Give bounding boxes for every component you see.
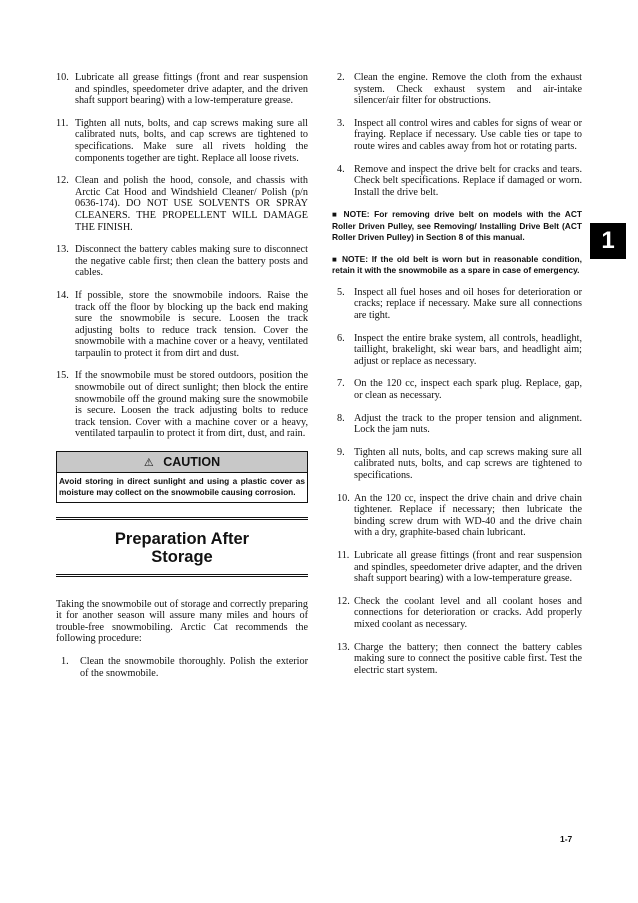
right-item-list-b <box>332 287 582 676</box>
list-item-number: 11. <box>56 117 69 129</box>
list-item <box>56 370 308 440</box>
note <box>332 209 582 244</box>
note-square-icon: ■ <box>332 254 339 264</box>
list-item <box>337 550 582 585</box>
list-item-number: 3. <box>337 117 345 129</box>
list-item-text: Disconnect the battery cables making sure to disconnect the negative cable first; then clean the battery posts and cables. <box>75 244 308 279</box>
list-item-text: Inspect all fuel hoses and oil hoses for deterioration or cracks; replace if necessary. Make sure all connections are tight. <box>354 286 582 322</box>
caution-body: Avoid storing in direct sunlight and using a plastic cover as moisture may collect on the snowmobile causing corrosion. <box>59 476 305 498</box>
caution-box <box>56 451 308 503</box>
caution-title: CAUTION <box>163 455 221 470</box>
list-item-number: 6. <box>337 332 345 344</box>
list-item <box>337 413 582 436</box>
list-item <box>56 290 308 360</box>
list-item-number: 10. <box>337 492 350 504</box>
list-item-number: 14. <box>56 289 69 301</box>
list-item-number: 8. <box>337 412 345 424</box>
list-item <box>337 118 582 153</box>
section-title-line1: Preparation After <box>114 529 250 548</box>
list-item-number: 13. <box>56 244 69 256</box>
list-item <box>337 333 582 368</box>
list-item-number: 5. <box>337 286 345 298</box>
list-item-text: If possible, store the snowmobile indoors. Raise the track off the floor by blocking up the back end making sure the snowmobile is secure. Loosen the track adjusting bolts to reduce track tension. Cover the snowmobile with a machine cover or a heavy, ventilated tarpaulin to protect it from dirt and dust. <box>75 289 308 359</box>
list-item-text: Charge the battery; then connect the battery cables making sure to connect the positive cable first. Test the electric start system. <box>354 641 582 676</box>
list-item <box>337 164 582 199</box>
right-column <box>332 72 582 687</box>
section-intro: Taking the snowmobile out of storage and correctly preparing it for another season will assure many miles and hours of trouble-free snowmobiling. Arctic Cat recommends the following procedure: <box>56 598 308 645</box>
list-item <box>337 287 582 322</box>
list-item-number: 9. <box>337 446 345 458</box>
list-item-number: 13. <box>337 641 350 653</box>
list-item <box>61 656 308 679</box>
left-item-list <box>56 72 308 440</box>
list-item-text: Check the coolant level and all coolant hoses and connections for deterioration or cracks. Add properly mixed coolant as necessary. <box>354 595 582 630</box>
list-item-number: 11. <box>337 549 350 561</box>
list-item-number: 12. <box>337 595 350 607</box>
list-item <box>337 447 582 482</box>
list-item <box>337 72 582 107</box>
section-title-line2: Storage <box>151 547 213 566</box>
section-rule-bottom <box>56 574 308 577</box>
list-item-number: 10. <box>56 72 69 83</box>
list-item-text: On the 120 cc, inspect each spark plug. Replace, gap, or clean as necessary. <box>354 378 582 401</box>
list-item <box>337 642 582 677</box>
list-item <box>337 493 582 539</box>
list-item-text: If the snowmobile must be stored outdoors, position the snowmobile out of direct sunlight; then block the entire snowmobile off the ground making sure the snowmobile is secure. Loosen the track adjusting bolts to reduce track tension. Cover with a machine cover or a heavy, ventilated tarpaulin to protect it from dirt, dust, and rain. <box>75 370 308 440</box>
section-title <box>56 530 308 566</box>
left-column <box>56 72 308 690</box>
list-item-text: Lubricate all grease fittings (front and rear suspension and spindles, speedometer drive adapter, and the driven shaft support bearing) with a low-temperature grease. <box>354 549 582 585</box>
list-item-text: Remove and inspect the drive belt for cracks and tears. Check belt specifications. Replace if damaged or worn. Install the drive belt. <box>354 163 582 198</box>
list-item-text: Clean and polish the hood, console, and chassis with Arctic Cat Hood and Windshield Cleaner/ Polish (p/n 0636-174). DO NOT USE SOLVENTS OR SPRAY CLEANERS. THE PROPELLENT WILL DAMAGE THE FINISH. <box>75 175 308 233</box>
list-item <box>56 244 308 279</box>
list-item-text: Tighten all nuts, bolts, and cap screws making sure all calibrated nuts, bolts, and cap screws are tightened to specifications. Make sure all rivets holding the components together are tight. Replace all loose rivets. <box>75 117 308 164</box>
page-number: 1-7 <box>560 834 573 844</box>
list-item-text: Tighten all nuts, bolts, and cap screws making sure all calibrated nuts, bolts, and cap screws are tightened to specifications. <box>354 446 582 481</box>
list-item-number: 15. <box>56 370 69 382</box>
right-item-list-a <box>332 72 582 198</box>
caution-header <box>57 452 307 473</box>
list-item-number: 12. <box>56 175 69 187</box>
list-item-text: An the 120 cc, inspect the drive chain and drive chain tightener. Replace if necessary; then lubricate the binding screw drum with WD-40 and the drive chain with a dry, graphite-based chain lubricant. <box>354 492 582 539</box>
note-square-icon: ■ <box>332 210 340 220</box>
list-item-text: Inspect all control wires and cables for signs of wear or fraying. Replace if necessary. Use cable ties or tape to route wires and cables away from hot or rotating parts. <box>354 117 582 152</box>
list-item-number: 1. <box>61 656 69 667</box>
note-list <box>332 209 582 277</box>
warning-triangle-icon: ⚠ <box>143 457 154 470</box>
list-item-text: Inspect the entire brake system, all controls, headlight, taillight, brakelight, ski wear bars, and headlight aim; adjust or replace as necessary. <box>354 332 582 367</box>
list-item-text: Adjust the track to the proper tension and alignment. Lock the jam nuts. <box>354 412 582 436</box>
list-item <box>56 118 308 164</box>
note-text: NOTE: For removing drive belt on models with the ACT Roller Driven Pulley, see Removing/ Installing Drive Belt (ACT Roller Driven Pulley) in Section 8 of this manual. <box>332 209 582 243</box>
note <box>332 254 582 277</box>
section-rule-top <box>56 517 308 520</box>
list-item-number: 2. <box>337 72 345 83</box>
list-item <box>337 596 582 631</box>
chapter-tab: 1 <box>590 223 626 259</box>
list-item-text: Clean the snowmobile thoroughly. Polish the exterior of the snowmobile. <box>80 656 308 679</box>
note-text: NOTE: If the old belt is worn but in reasonable condition, retain it with the snowmobile as a spare in case of emergency. <box>332 253 582 276</box>
list-item-text: Lubricate all grease fittings (front and rear suspension and spindles, speedometer drive adapter, and the driven shaft support bearing) with a low-temperature grease. <box>75 72 308 107</box>
list-item <box>337 378 582 401</box>
list-item-number: 7. <box>337 378 345 390</box>
list-item-number: 4. <box>337 163 345 175</box>
list-item <box>56 72 308 107</box>
section-item-list <box>56 656 308 679</box>
list-item <box>56 175 308 233</box>
list-item-text: Clean the engine. Remove the cloth from the exhaust system. Check exhaust system and air-intake silencer/air filter for obstructions. <box>354 72 582 107</box>
